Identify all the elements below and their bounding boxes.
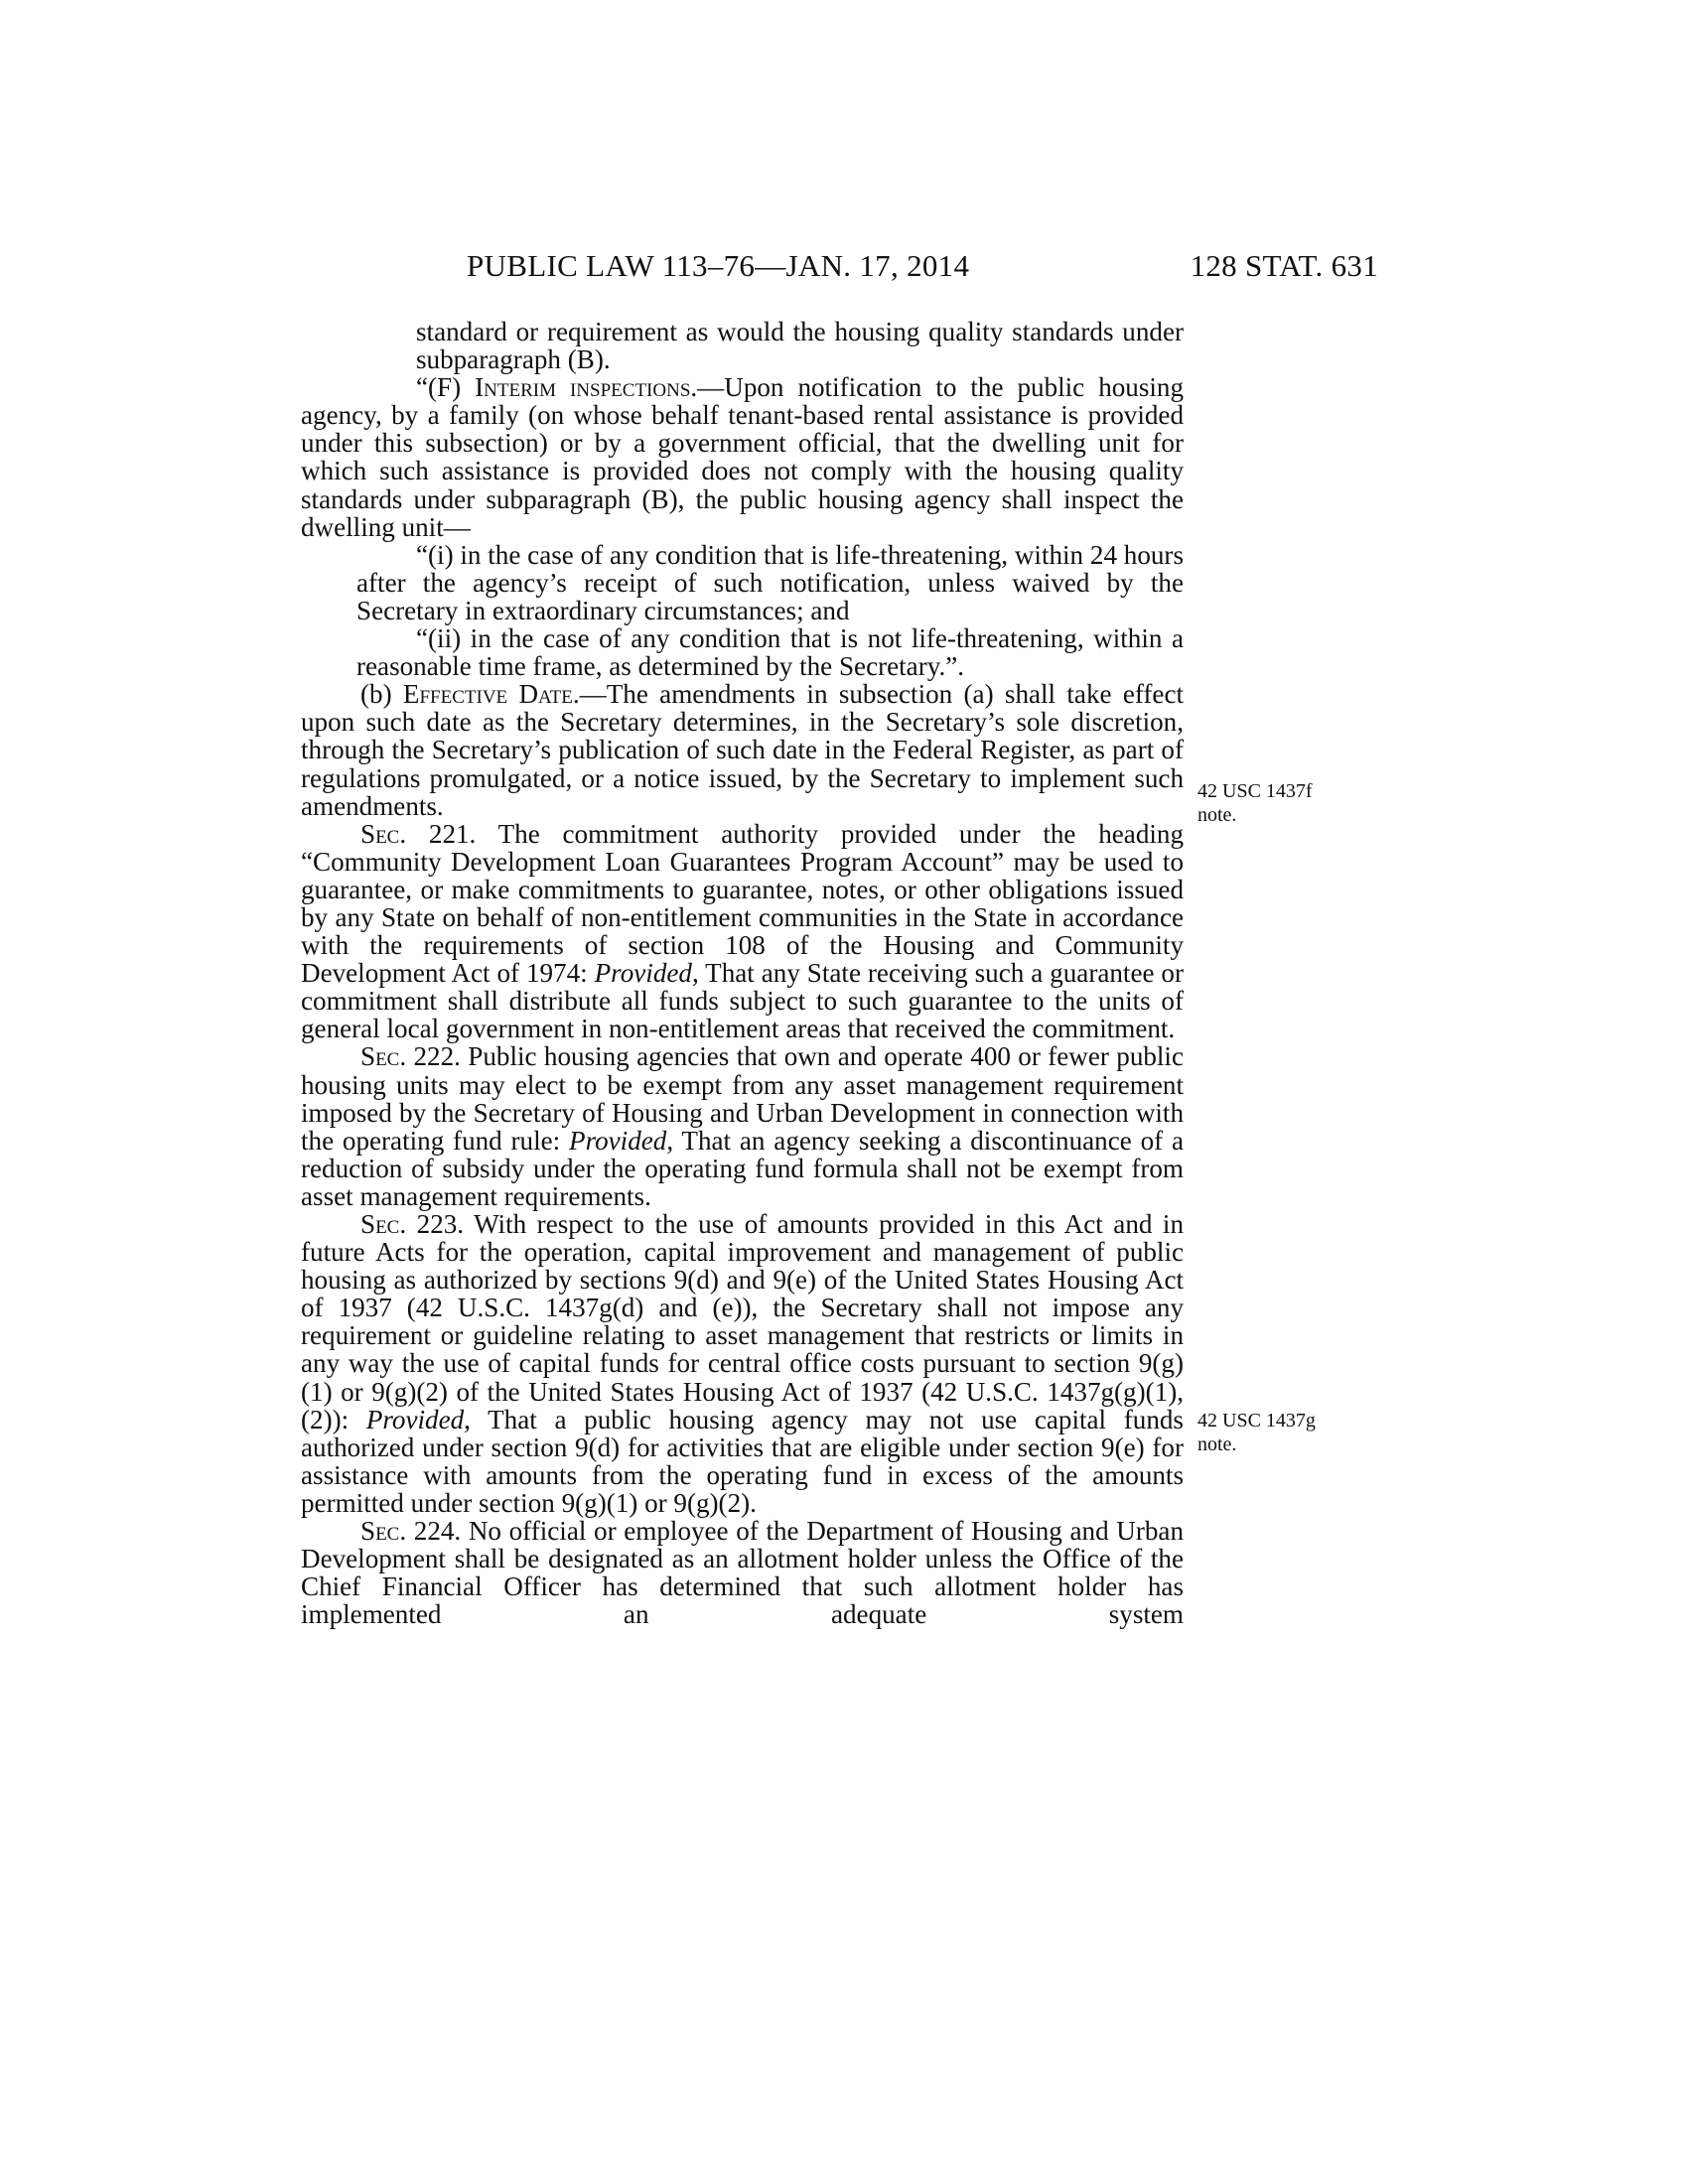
- proviso-term: Provided: [569, 1125, 667, 1156]
- section-223: [301, 1210, 1184, 1517]
- paragraph-text: standard or requirement as would the housing quality standards under subparagraph (B).: [416, 317, 1184, 375]
- proviso-term: Provided: [365, 1404, 465, 1434]
- paragraph-continuation: [301, 318, 1184, 373]
- section-text: . 222. Public housing agencies that own and operate 400 or fewer public housing units may elect to be exempt from any asset management requirement imposed by the Secretary of Housing and Urban Development in connection with the operating fund rule:: [301, 1041, 1184, 1156]
- section-label: Sec: [360, 1516, 400, 1547]
- section-text: , That an agency seeking a discontinuance of a reduction of subsidy under the operating fund formula shall not be exempt from asset management requirements.: [301, 1125, 1184, 1211]
- margin-note-1437g: [1197, 1409, 1356, 1456]
- paragraph-text: .—Upon notification to the public housing agency, by a family (on whose behalf tenant-based rental assistance is provided under this subsection) or by a government official, that the dwelling unit for which such assistance is provided does not comply with the housing quality standards under subparagraph (B), the public housing agency shall inspect the dwelling unit—: [301, 372, 1185, 542]
- document-body: [301, 318, 1184, 1628]
- margin-note-citation: 42 USC 1437f: [1197, 780, 1313, 802]
- section-text: , That any State receiving such a guarantee or commitment shall distribute all funds subject to such guarantee to the units of general local government in non-entitlement areas that received the commitment.: [301, 958, 1184, 1044]
- paragraph-F-interim-inspections: [301, 373, 1184, 541]
- margin-note-label: note.: [1197, 804, 1237, 826]
- subsection-b-effective-date: [301, 680, 1184, 819]
- section-text: . 223. With respect to the use of amounts provided in this Act and in future Acts for the operation, capital improvement and management of public housing as authorized by sections 9(d) and 9(e) of the United States Housing Act of 1937 (42 U.S.C. 1437g(d) and (e)), the Secretary shall not impose any requirement or guideline relating to asset management that restricts or limits in any way the use of capital funds for central office costs pursuant to section 9(g)(1) or 9(g)(2) of the United States Housing Act of 1937 (42 U.S.C. 1437g(g)(1), (2)):: [301, 1209, 1184, 1434]
- page-header: [301, 248, 1378, 288]
- page-reference: 128 STAT. 631: [1190, 248, 1378, 283]
- paragraph-label: “(F): [416, 372, 476, 403]
- section-text: , That a public housing agency may not use capital funds authorized under section 9(d) for activities that are eligible under section 9(e) for assistance with amounts from the operating fund in excess of the amounts permitted under section 9(g)(1) or 9(g)(2).: [301, 1404, 1184, 1518]
- section-label: Sec: [360, 818, 400, 849]
- clause-ii: [301, 624, 1184, 680]
- clause-text: “(ii) in the case of any condition that is not life-threatening, within a reasonable time frame, as determined by the Secretary.”.: [356, 623, 1184, 682]
- section-222: [301, 1042, 1184, 1210]
- section-label: Sec: [360, 1041, 400, 1072]
- clause-text: “(i) in the case of any condition that is life-threatening, within 24 hours after the agency’s receipt of such notification, unless waived by the Secretary in extraordinary circumstances; and: [356, 539, 1184, 625]
- proviso-term: Provided: [594, 958, 692, 989]
- section-label: Sec: [360, 1209, 400, 1239]
- section-text: . 224. No official or employee of the Department of Housing and Urban Development shall be designated as an allotment holder unless the Office of the Chief Financial Officer has determined that such allotment holder has implemented an adequate system: [301, 1516, 1184, 1630]
- paragraph-heading: Interim inspections: [475, 372, 691, 403]
- section-224: [301, 1517, 1184, 1628]
- clause-i: [301, 541, 1184, 624]
- section-text: . 221. The commitment authority provided under the heading “Community Development Loan Guarantees Program Account” may be used to guarantee, or make commitments to guarantee, notes, or other obligations issued by any State on behalf of non-entitlement communities in the State in accordance with the requirements of section 108 of the Housing and Community Development Act of 1974:: [301, 818, 1184, 989]
- margin-note-1437f: [1197, 779, 1356, 827]
- subsection-text: .—The amendments in subsection (a) shall take effect upon such date as the Secretary determines, in the Secretary’s sole discretion, through the Secretary’s publication of such date in the Federal Register, as part of regulations promulgated, or a notice issued, by the Secretary to implement such amendments.: [301, 679, 1184, 821]
- margin-note-citation: 42 USC 1437g: [1197, 1410, 1316, 1432]
- margin-note-label: note.: [1197, 1433, 1237, 1455]
- subsection-label: (b): [360, 679, 403, 710]
- running-title: PUBLIC LAW 113–76—JAN. 17, 2014: [467, 248, 970, 283]
- section-221: [301, 820, 1184, 1043]
- subsection-heading: Effective Date: [402, 679, 573, 710]
